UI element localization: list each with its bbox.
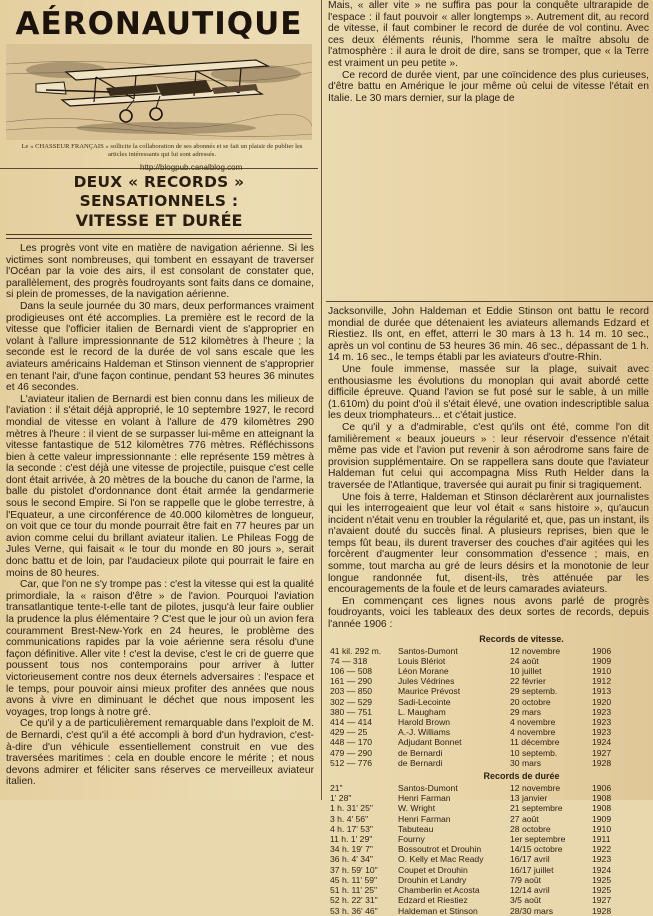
- table-cell: 7/9 août: [510, 874, 542, 885]
- duration-table-caption: Records de durée: [483, 771, 560, 782]
- table-cell: Léon Morane: [398, 666, 449, 677]
- table-cell: L. Maugham: [398, 706, 446, 717]
- table-row: [330, 793, 653, 803]
- paragraph: Les progrès vont vite en matière de navigation aérienne. Si les victimes sont nombreuses, qui tombent en essayant de traverser l'Océan par la voie des airs, il est consolant de constater que, parallèlement, des progrès foudroyants sont faits dans ce domaine, si plein de promesses, de la navigation aérienne.: [6, 243, 314, 301]
- table-cell: 380 — 751: [330, 706, 373, 717]
- left-column: [0, 0, 318, 800]
- table-cell: Santos-Dumont: [398, 645, 458, 656]
- speed-records-table: [330, 634, 653, 768]
- table-cell: 34 h. 19' 7": [330, 844, 373, 855]
- article-title-line-2: VITESSE ET DURÉE: [75, 211, 243, 230]
- table-cell: Sadi-Lecointe: [398, 696, 451, 707]
- table-cell: de Bernardi: [398, 757, 443, 768]
- table-cell: Louis Blériot: [398, 655, 446, 666]
- table-cell: 10 juillet: [510, 666, 542, 677]
- table-cell: 29 mars: [510, 706, 542, 717]
- table-cell: 27 août: [510, 813, 539, 824]
- right-column: [326, 0, 653, 916]
- table-cell: 1923: [592, 854, 612, 865]
- table-cell: 1906: [592, 645, 612, 656]
- paragraph: En commençant ces lignes nous avons parlé de progrès foudroyants, voici les tableaux des deux sortes de records, depuis l'année 1906 :: [328, 595, 649, 631]
- table-cell: 12 novembre: [510, 645, 561, 656]
- table-cell: 302 — 529: [330, 696, 373, 707]
- table-cell: O. Kelly et Mac Ready: [398, 854, 484, 865]
- table-cell: 21 septembre: [510, 803, 563, 814]
- paragraph: Car, que l'on ne s'y trompe pas : c'est la vitesse qui est la qualité primordiale, la « raison d'être » de l'avion. Pourquoi l'aviation transatlantique tente-t-elle tant de pilotes, jusqu'à leur faire oublier la prudence la plus élémentaire ? C'est que le jour où un avion fera couramment Brest-New-York en 24 heures, le problème des communications rapides par la voie aérienne sera résolu d'une façon définitive. Aller vite ! c'est la devise, c'est le cri de guerre que poussent tous nos contemporains pour arriver à lutter victorieusement contre nos deux éternels adversaires : l'espace et le temps, pour pouvoir ainsi mieux profiter des années que nous avons à vivre en diminuant le déchet que nous imposent les voyages, trop longs à notre gré.: [6, 579, 314, 718]
- table-cell: 11 h. 1' 29": [330, 834, 373, 845]
- table-cell: 429 — 25: [330, 727, 368, 738]
- table-cell: 161 — 290: [330, 676, 373, 687]
- section-tagline: Le « CHASSEUR FRANÇAIS » sollicite la collaboration de ses abonnés et se fait un plaisir de publier les articles intéressants qui lui sont adressés.: [21, 143, 303, 158]
- table-cell: 512 — 776: [330, 757, 373, 768]
- table-cell: 448 — 170: [330, 737, 373, 748]
- table-cell: 53 h. 36' 46": [330, 905, 378, 916]
- table-cell: 30 mars: [510, 757, 542, 768]
- table-cell: Henri Farman: [398, 813, 451, 824]
- table-cell: 479 — 290: [330, 747, 373, 758]
- table-cell: 37 h. 59' 10": [330, 864, 378, 875]
- table-cell: 1928: [592, 757, 612, 768]
- table-cell: 203 — 850: [330, 686, 373, 697]
- article-title-line-1: DEUX « RECORDS » SENSATIONNELS :: [73, 173, 245, 210]
- table-cell: 1923: [592, 727, 612, 738]
- table-cell: 1923: [592, 706, 612, 717]
- table-cell: 1 h. 31' 25": [330, 803, 373, 814]
- table-cell: 1911: [592, 834, 611, 845]
- table-cell: 28 octobre: [510, 823, 551, 834]
- table-cell: Drouhin et Landry: [398, 874, 467, 885]
- table-row: [330, 676, 653, 686]
- table-cell: 106 — 508: [330, 666, 373, 677]
- table-cell: 22 février: [510, 676, 546, 687]
- table-row: [330, 814, 653, 824]
- table-cell: 1906: [592, 783, 612, 794]
- table-row: [330, 824, 653, 834]
- table-cell: Harold Brown: [398, 717, 451, 728]
- table-row: [330, 783, 653, 793]
- table-cell: Coupet et Drouhin: [398, 864, 468, 875]
- table-cell: 1922: [592, 844, 612, 855]
- paragraph: Dans la seule journée du 30 mars, deux performances vraiment prodigieuses ont été accomplies. La première est le record de la vitesse que l'officier italien de Bernardi vient de s'approprier en volant à l'allure impressionnante de 512 kilomètres à l'heure ; la seconde est le record de la durée de vol sans escale que les aviateurs américains Haldeman et Stinson viennent de s'approprier en tenant l'air, d'une façon continue, pendant 53 heures 36 minutes et 46 secondes.: [6, 300, 314, 394]
- table-cell: 1910: [592, 823, 612, 834]
- table-cell: Jules Védrines: [398, 676, 455, 687]
- table-row: [330, 666, 653, 676]
- table-cell: Fourny: [398, 834, 425, 845]
- paragraph: Jacksonville, John Haldeman et Eddie Stinson ont battu le record mondial de durée que détenaient les aviateurs allemands Edzard et Riestiez. Ils ont, en effet, atterri le 30 mars à 13 h. 14 m. 10 sec., après un vol continu de 53 heures 36 min. 46 sec., dépassant de 1 h. 14 m. 16 sec., le temps établi par les aviateurs d'outre-Rhin.: [328, 306, 649, 364]
- table-row: [330, 875, 653, 885]
- table-row: [330, 656, 653, 666]
- table-cell: 28/30 mars: [510, 905, 553, 916]
- watermark: http://blogpub.canalblog.com: [140, 163, 243, 172]
- table-cell: 1er septembre: [510, 834, 566, 845]
- table-cell: Santos-Dumont: [398, 783, 458, 794]
- table-cell: 4 h. 17' 53": [330, 823, 373, 834]
- table-row: [330, 707, 653, 717]
- table-row: [330, 906, 653, 916]
- table-cell: 1' 28": [330, 793, 352, 804]
- table-cell: de Bernardi: [398, 747, 443, 758]
- table-cell: W. Wright: [398, 803, 436, 814]
- speed-table-caption: Records de vitesse.: [479, 633, 564, 644]
- table-row: [330, 686, 653, 696]
- table-cell: 16/17 juillet: [510, 864, 554, 875]
- table-cell: 414 — 414: [330, 717, 373, 728]
- table-row: [330, 854, 653, 864]
- table-cell: 3/5 août: [510, 895, 542, 906]
- duration-records-table: [330, 771, 653, 916]
- paragraph: Ce qu'il y a d'admirable, c'est qu'ils ont été, comme l'on dit familièrement « beaux joueurs » : leur réservoir d'essence n'était même pas vide et l'avion put revenir à son aérodrome sans faire de provision supplémentaire. On se rappellera sans doute que l'aviateur Haldeman fut celui qui accompagna Miss Ruth Helder dans la traversée de l'Atlantique, traversée qui aurait pu finir si tragiquement.: [328, 421, 649, 491]
- table-row: [330, 803, 653, 813]
- table-cell: 1924: [592, 864, 612, 875]
- right-column-bottom: [326, 302, 653, 916]
- paragraph: L'aviateur italien de Bernardi est bien connu dans les milieux de l'aviation : il s'était déjà approprié, le 10 septembre 1927, le record mondial de vitesse en volant à l'allure de 479 kilomètres 290 mètres à l'heure : il vient de se surpasser lui-même en atteignant la vitesse fantastique de 512 kilomètres 776 mètres. Réfléchissons bien à cette valeur impressionnante : elle représente 159 mètres à la seconde : c'est déjà une vitesse de projectile, puisque c'est celle dont était arrivée, à 20 mètres de la bouche du canon de l'arme, la balle du pistolet d'ordonnance dont était armée la gendarmerie sous le second Empire. Si l'on se rappelle que le globe terrestre, à l'Equateur, a une circonférence de 40.000 kilomètres de longueur, on voit que ce tour du monde pourrait être fait en 77 heures par un avion comme celui du brillant aviateur italien. Le Phileas Fogg de Jules Verne, qui faisait « le tour du monde en 80 jours », serait donc battu et de loin, par l'audacieux pilote qui pourrait le faire en moins de 80 heures.: [6, 393, 314, 579]
- table-row: [330, 727, 653, 737]
- biplane-illustration: [6, 44, 312, 140]
- table-cell: A.-J. Williams: [398, 727, 451, 738]
- table-row: [330, 844, 653, 854]
- table-cell: Adjudant Bonnet: [398, 737, 462, 748]
- column-divider: [321, 0, 322, 800]
- table-row: [330, 697, 653, 707]
- table-cell: 12 novembre: [510, 783, 561, 794]
- table-cell: Henri Farman: [398, 793, 451, 804]
- table-cell: 13 janvier: [510, 793, 548, 804]
- table-cell: 12/14 avril: [510, 885, 550, 896]
- table-row: [330, 737, 653, 747]
- table-cell: 36 h. 4' 34": [330, 854, 373, 865]
- paragraph: Mais, « aller vite » ne suffira pas pour la conquête ultrarapide de l'espace : il faut pouvoir « aller longtemps ». Autrement dit, au record de vitesse, il faut combiner le record de durée de vol continu. Avec ces deux éléments réunis, l'homme sera le maître absolu de l'atmosphère : il aura le droit de dire, sans se tromper, que « la Terre est vraiment un peu petite ».: [328, 0, 649, 69]
- table-cell: 11 décembre: [510, 737, 560, 748]
- table-cell: 1928: [592, 905, 612, 916]
- table-cell: 1927: [592, 895, 612, 906]
- table-cell: 1912: [592, 676, 612, 687]
- table-cell: 1908: [592, 803, 612, 814]
- table-cell: 21": [330, 783, 343, 794]
- table-cell: Chamberlin et Acosta: [398, 885, 480, 896]
- table-cell: 1923: [592, 717, 612, 728]
- table-cell: Bossoutrot et Drouhin: [398, 844, 482, 855]
- table-cell: 1908: [592, 793, 612, 804]
- paragraph: Ce record de durée vient, par une coïncidence des plus curieuses, d'être battu en Amérique le jour même où celui de vitesse l'était en Italie. Le 30 mars dernier, sur la plage de: [328, 69, 649, 104]
- paragraph: Une fois à terre, Haldeman et Stinson déclarèrent aux journalistes qui les interrogeaient que leur vol était « sans histoire », qu'aucun incident n'était venu en troubler la régularité et, que, pas un instant, ils n'avaient douté du succès final. A plusieurs reprises, bien que le temps fût beau, ils durent traverser des couches d'air agitées qui les forcèrent d'augmenter leur consommation d'essence ; mais, en somme, tout marcha au gré de leurs désirs et la monotonie de leur longue randonnée fut, disent-ils, très atténuée par les encouragements de la foule et de leurs camarades aviateurs.: [328, 491, 649, 596]
- table-cell: 4 novembre: [510, 717, 556, 728]
- table-cell: 1925: [592, 885, 612, 896]
- table-cell: 10 septemb.: [510, 747, 558, 758]
- table-row: [330, 758, 653, 768]
- right-column-top: [326, 0, 653, 302]
- table-cell: 16/17 avril: [510, 854, 550, 865]
- table-cell: 1913: [592, 686, 612, 697]
- table-cell: 51 h. 11' 25": [330, 885, 378, 896]
- table-cell: Haldeman et Stinson: [398, 905, 478, 916]
- paragraph: Ce qu'il y a de particulièrement remarquable dans l'exploit de M. de Bernardi, c'est qu'il a été accompli à bord d'un hydravion, c'est-à-dire d'un véhicule essentiellement construit en vue des traversées maritimes : cela en double encore le mérite ; et nous devons admirer et féliciter sans réserves ce merveilleux aviateur italien.: [6, 718, 314, 788]
- table-cell: 29 septemb.: [510, 686, 558, 697]
- table-row: [330, 865, 653, 875]
- table-cell: 1920: [592, 696, 612, 707]
- table-cell: Tabuteau: [398, 823, 434, 834]
- table-cell: 74 — 318: [330, 655, 368, 666]
- table-cell: 1925: [592, 874, 612, 885]
- table-row: [330, 885, 653, 895]
- table-cell: Edzard et Riestiez: [398, 895, 468, 906]
- section-header: [0, 0, 318, 172]
- table-row: [330, 834, 653, 844]
- table-cell: 45 h. 11' 59": [330, 874, 378, 885]
- table-cell: 24 août: [510, 655, 539, 666]
- table-cell: 1910: [592, 666, 612, 677]
- table-cell: 3 h. 4' 56": [330, 813, 369, 824]
- paragraph: Une foule immense, massée sur la plage, suivait avec enthousiasme les évolutions du monoplan qui avait abordé cette difficile épreuve. Quand l'avion se fut posé sur le sable, à un mille (1.610m) du point d'où il s'était élevé, une ovation indescriptible salua les deux triomphateurs... et c'était justice.: [328, 363, 649, 422]
- section-title: AÉRONAUTIQUE: [15, 6, 303, 42]
- table-row: [330, 646, 653, 656]
- table-cell: 41 kil. 292 m.: [330, 645, 382, 656]
- table-row: [330, 717, 653, 727]
- table-cell: 4 novembre: [510, 727, 556, 738]
- table-cell: 1927: [592, 747, 612, 758]
- table-cell: 14/15 octobre: [510, 844, 563, 855]
- table-cell: 1924: [592, 737, 612, 748]
- table-cell: 1909: [592, 813, 612, 824]
- table-cell: 1909: [592, 655, 612, 666]
- table-row: [330, 895, 653, 905]
- table-row: [330, 748, 653, 758]
- table-cell: 20 octobre: [510, 696, 551, 707]
- table-cell: 52 h. 22' 31": [330, 895, 378, 906]
- table-cell: Maurice Prévost: [398, 686, 461, 697]
- title-divider: [6, 234, 312, 239]
